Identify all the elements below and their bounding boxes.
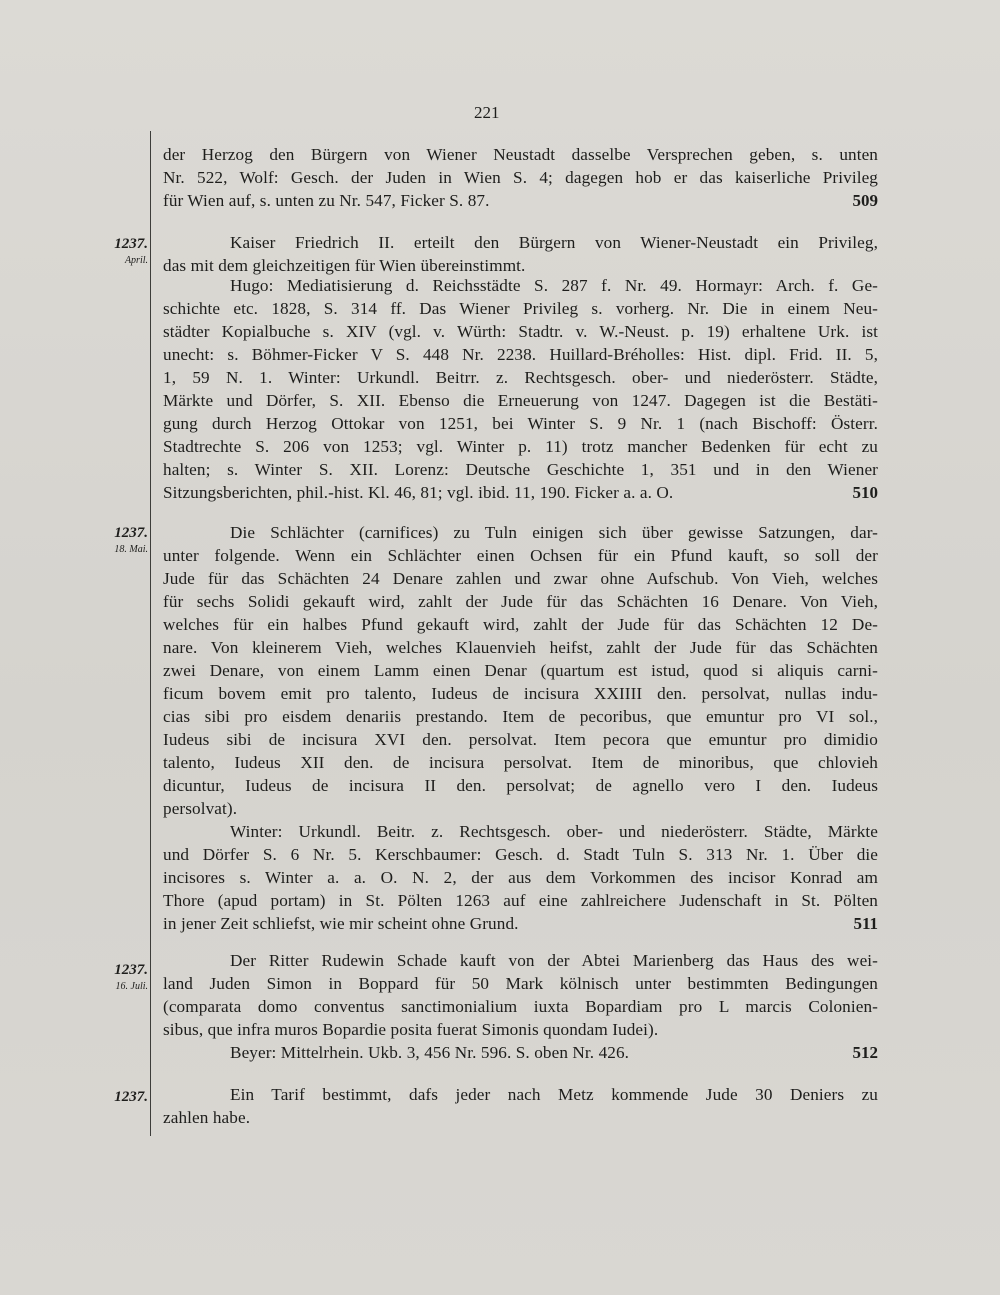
text-line: Thore (apud portam) in St. Pölten 1263 auf eine zahlreichere Judenschaft in St. Pölten (163, 891, 878, 910)
entry-number: 512 (852, 1043, 878, 1062)
text-line: sibus, que infra muros Bopardie posita fuerat Simonis quondam Iudei). (163, 1020, 659, 1039)
entry-date (86, 526, 148, 557)
text-line: Ein Tarif bestimmt, dafs jeder nach Metz kommende Jude 30 Deniers zu (230, 1085, 878, 1104)
text-line: der Herzog den Bürgern von Wiener Neustadt dasselbe Versprechen geben, s. unten (163, 145, 878, 164)
text-line: nare. Von kleinerem Vieh, welches Klauenvieh heifst, zahlt der Jude für das Schächten (163, 638, 878, 657)
entry-date (86, 1090, 148, 1105)
text-line: zahlen habe. (163, 1108, 251, 1127)
entry-number: 511 (853, 914, 878, 933)
entry-day: 18. Mai. (114, 544, 148, 555)
text-line: cias sibi pro eisdem denariis prestando. Item de pecoribus, que emuntur pro VI sol., (163, 707, 878, 726)
entry-date (86, 237, 148, 268)
text-line: Jude für das Schächten 24 Denare zahlen und zwar ohne Aufschub. Von Vieh, welches (163, 569, 878, 588)
text-line: Die Schlächter (carnifices) zu Tuln einigen sich über gewisse Satzungen, dar- (230, 523, 878, 542)
text-line: Nr. 522, Wolf: Gesch. der Juden in Wien S. 4; dagegen hob er das kaiserliche Privileg (163, 168, 878, 187)
text-line: gung durch Herzog Ottokar von 1251, bei Winter S. 9 Nr. 1 (nach Bischoff: Österr. (163, 414, 878, 433)
text-line: das mit dem gleichzeitigen für Wien übereinstimmt. (163, 256, 526, 275)
entry-number: 510 (852, 483, 878, 502)
text-line: 1, 59 N. 1. Winter: Urkundl. Beitrr. z. Rechtsgesch. ober- und niederösterr. Städte, (163, 368, 878, 387)
text-line: in jener Zeit schliefst, wie mir scheint ohne Grund. (163, 914, 519, 933)
text-line: halten; s. Winter S. XII. Lorenz: Deutsche Geschichte 1, 351 und in den Wiener (163, 460, 878, 479)
text-line: unter folgende. Wenn ein Schlächter einen Ochsen für ein Pfund kauft, so soll der (163, 546, 878, 565)
text-line: Sitzungsberichten, phil.-hist. Kl. 46, 81; vgl. ibid. 11, 190. Ficker a. a. O. (163, 483, 674, 502)
entry-day: April. (124, 255, 148, 266)
text-line: für sechs Solidi gekauft wird, zahlt der Jude für das Schächten 16 Denare. Von Vieh, (163, 592, 878, 611)
page-number: 221 (474, 103, 500, 122)
text-line: talento, Iudeus XII den. de incisura persolvat. Item de minoribus, que chlovieh (163, 753, 878, 772)
entry-number: 509 (852, 191, 878, 210)
entry-year: 1237. (114, 962, 148, 978)
text-line: Winter: Urkundl. Beitr. z. Rechtsgesch. ober- und niederösterr. Städte, Märkte (230, 822, 878, 841)
text-line: unecht: s. Böhmer-Ficker V S. 448 Nr. 2238. Huillard-Bréholles: Hist. dipl. Frid. II. 5, (163, 345, 878, 364)
text-line: Beyer: Mittelrhein. Ukb. 3, 456 Nr. 596. S. oben Nr. 426. (230, 1043, 630, 1062)
text-line: dicuntur, Iudeus de incisura II den. persolvat; de agnello vero I den. Iudeus (163, 776, 878, 795)
text-line: und Dörfer S. 6 Nr. 5. Kerschbaumer: Gesch. d. Stadt Tuln S. 313 Nr. 1. Über die (163, 845, 878, 864)
text-line: städter Kopialbuche s. XIV (vgl. v. Würth: Stadtr. v. W.-Neust. p. 19) erhaltene Urk. ist (163, 322, 878, 341)
text-line: schichte etc. 1828, S. 314 ff. Das Wiener Privileg s. vorherg. Nr. Die in einem Neu- (163, 299, 878, 318)
text-line: Stadtrechte S. 206 von 1253; vgl. Winter p. 11) trotz mancher Bedenken für echt zu (163, 437, 878, 456)
text-line: incisores s. Winter a. a. O. N. 2, der aus dem Vorkommen des incisor Konrad am (163, 868, 878, 887)
entry-year: 1237. (114, 236, 148, 252)
text-line: Kaiser Friedrich II. erteilt den Bürgern von Wiener-Neustadt ein Privileg, (230, 233, 878, 252)
text-line: für Wien auf, s. unten zu Nr. 547, Ficker S. 87. (163, 191, 490, 210)
text-line: zwei Denare, von einem Lamm einen Denar (quartum est istud, quod si aliquis carni- (163, 661, 878, 680)
text-line: welches für ein halbes Pfund gekauft wird, zahlt der Jude für das Schächten 12 De- (163, 615, 878, 634)
entry-year: 1237. (114, 525, 148, 541)
text-line: Iudeus sibi de incisura XVI den. persolvat. Item pecora que emuntur pro dimidio (163, 730, 878, 749)
margin-rule (150, 131, 151, 1136)
entry-day: 16. Juli. (115, 981, 148, 992)
text-line: land Juden Simon in Boppard für 50 Mark kölnisch unter bestimmten Bedingungen (163, 974, 878, 993)
entry-year: 1237. (114, 1089, 148, 1105)
text-line: persolvat). (163, 799, 238, 818)
text-line: (comparata domo conventus sanctimonialium iuxta Bopardiam pro L marcis Colonien- (163, 997, 878, 1016)
text-line: ficum bovem emit pro talento, Iudeus de incisura XXIIII den. persolvat, nullas indu- (163, 684, 878, 703)
text-line: Der Ritter Rudewin Schade kauft von der Abtei Marienberg das Haus des wei- (230, 951, 878, 970)
entry-date (86, 963, 148, 994)
text-line: Hugo: Mediatisierung d. Reichsstädte S. 287 f. Nr. 49. Hormayr: Arch. f. Ge- (230, 276, 878, 295)
text-line: Märkte und Dörfer, S. XII. Ebenso die Erneuerung von 1247. Dagegen ist die Bestäti- (163, 391, 878, 410)
